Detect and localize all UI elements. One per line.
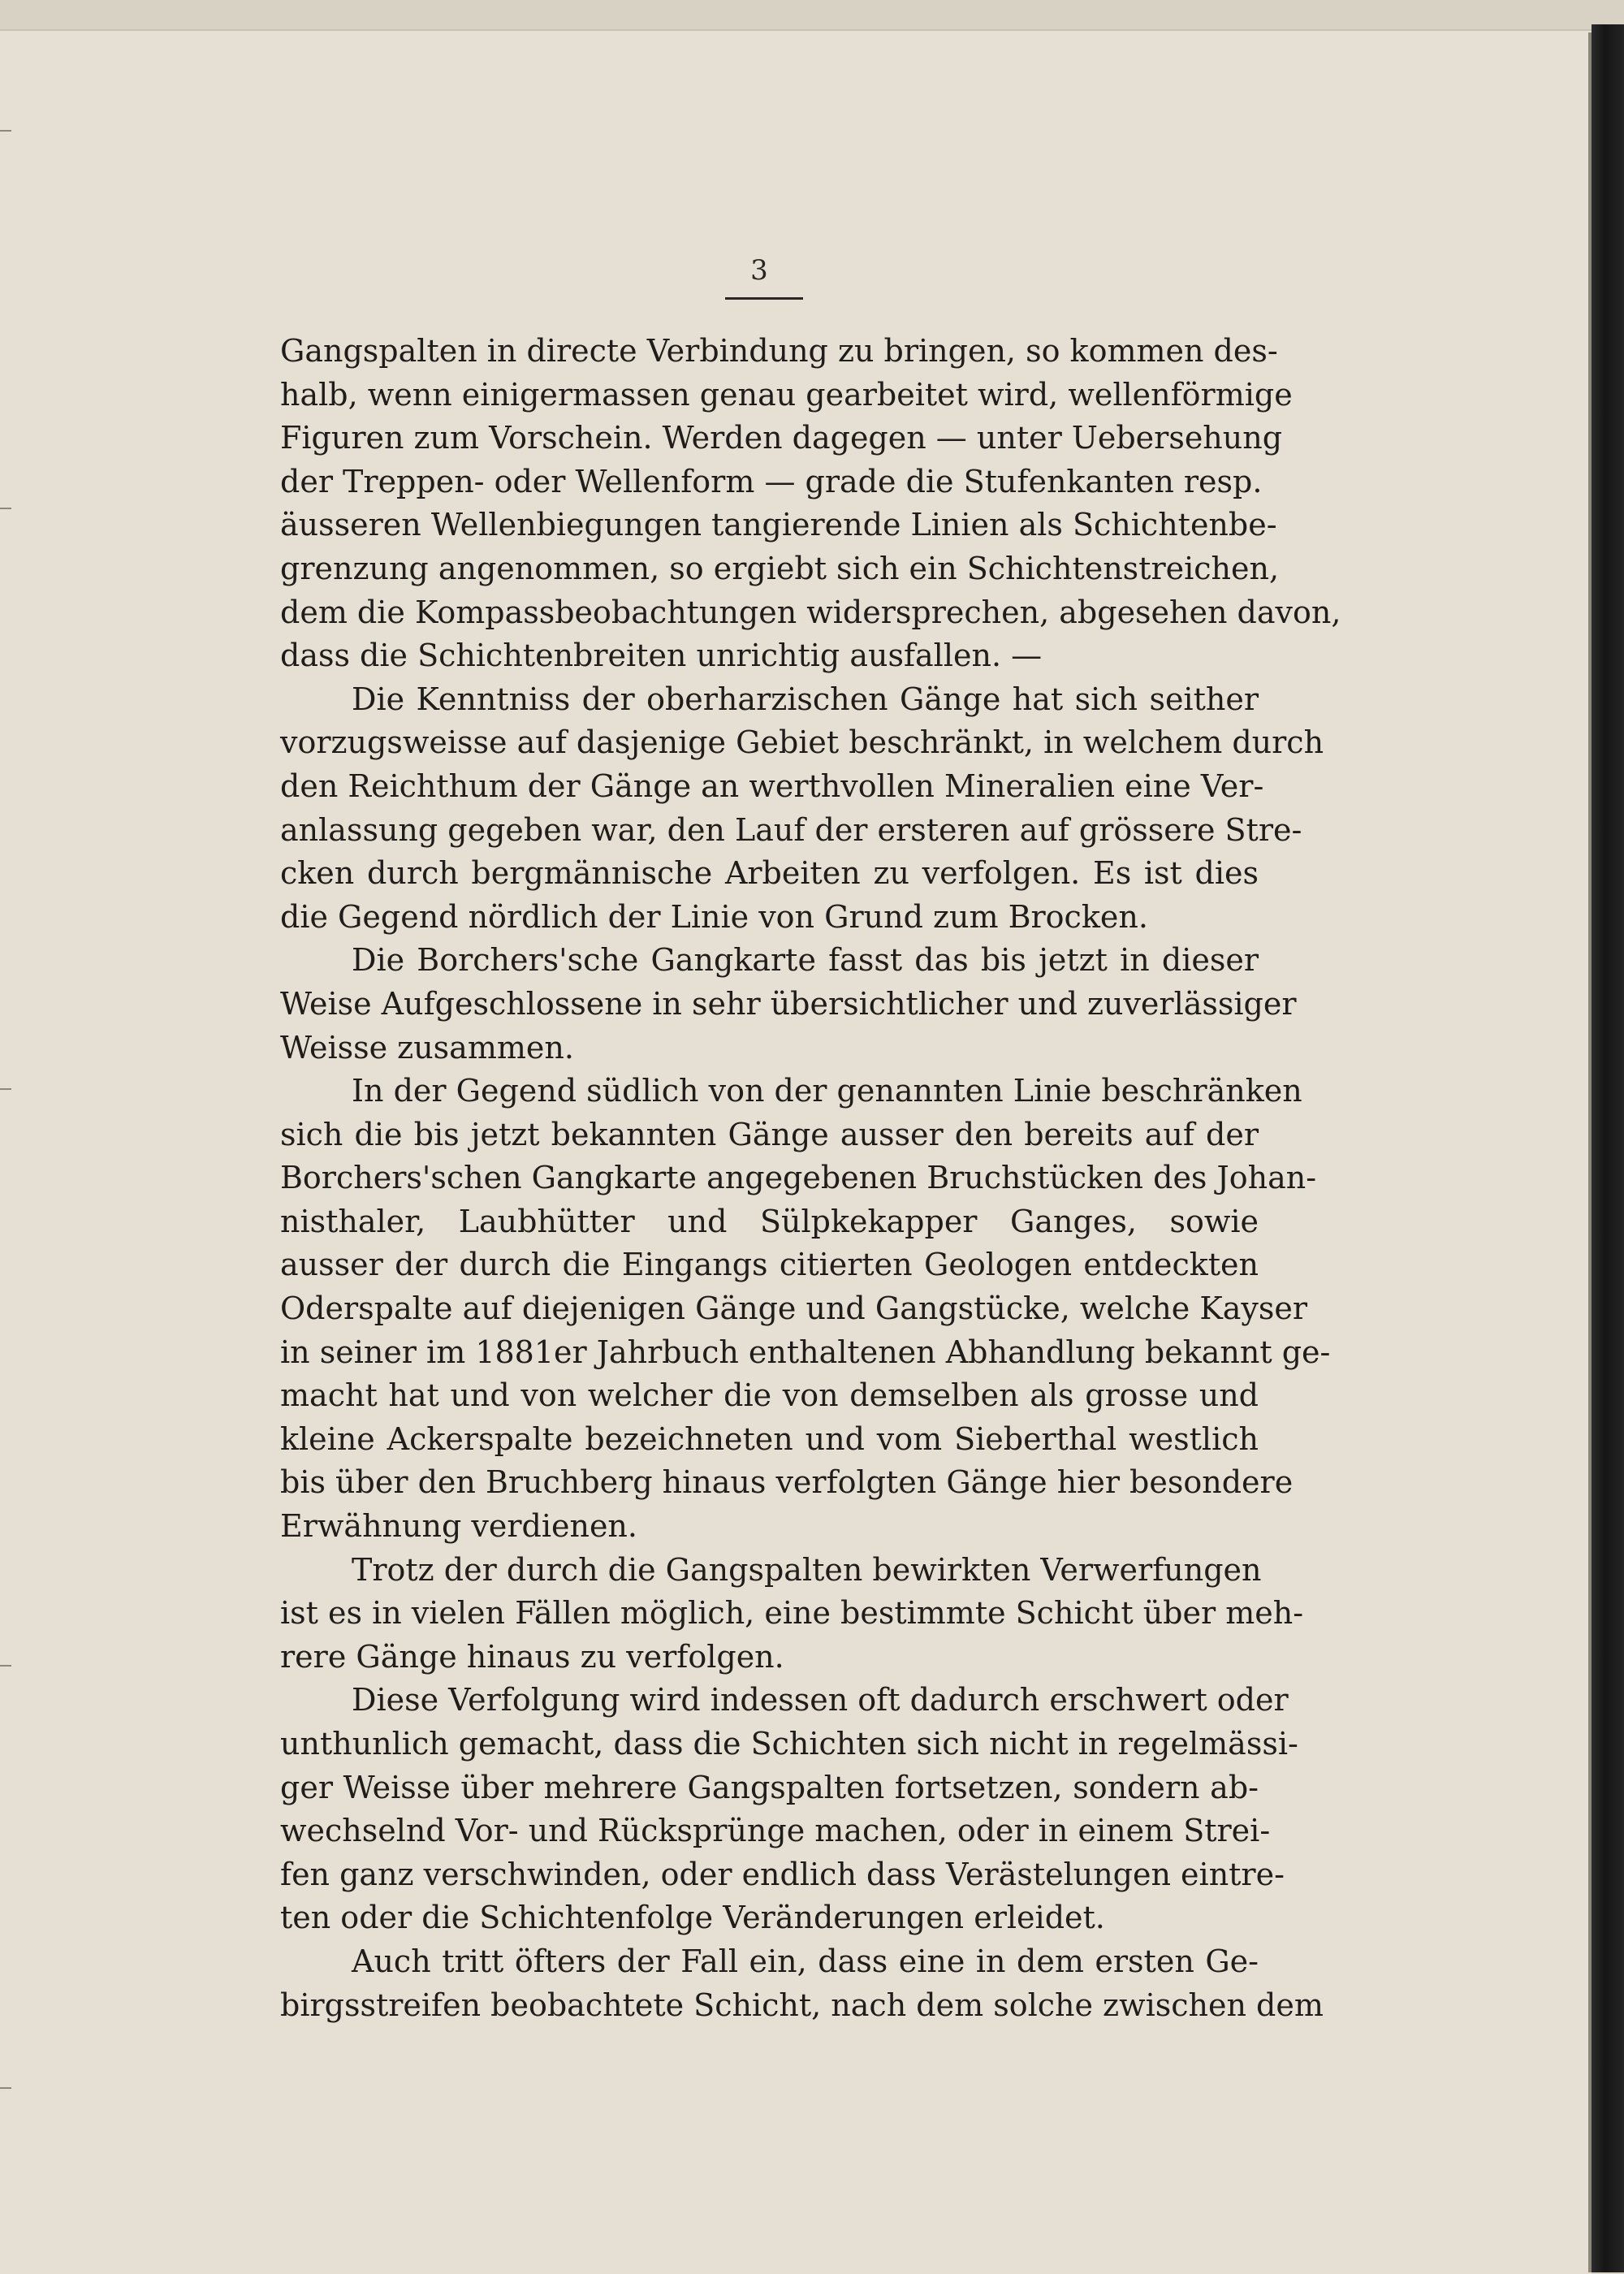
text-line: Trotz der durch die Gangspalten bewirkten Verwerfungen [352,1551,1262,1588]
text-line: dass die Schichtenbreiten unrichtig ausfallen. — [280,638,1043,674]
text-line: der Treppen- oder Wellenform — grade die Stufenkanten resp. [280,463,1263,499]
margin-mark [0,508,11,509]
text-line: grenzung angenommen, so ergiebt sich ein Schichtenstreichen, [280,550,1280,586]
text-line: äusseren Wellenbiegungen tangierende Linien als Schichtenbe- [280,507,1277,543]
text-line: fen ganz verschwinden, oder endlich dass Verästelungen eintre- [280,1856,1285,1892]
text-line: Oderspalte auf diejenigen Gänge und Gangstücke, welche Kayser [280,1290,1308,1327]
text-line: kleine Ackerspalte bezeichneten und vom Sieberthal westlich [280,1420,1259,1457]
text-line: Borchers'schen Gangkarte angegebenen Bruchstücken des Johan- [280,1160,1317,1196]
margin-mark [0,1665,11,1667]
text-line: ist es in vielen Fällen möglich, eine bestimmte Schicht über meh- [280,1595,1304,1632]
text-line: Erwähnung verdienen. [280,1508,637,1545]
text-line: Weisse zusammen. [280,1029,574,1066]
text-line: Auch tritt öfters der Fall ein, dass eine in dem ersten Ge- [352,1943,1259,1979]
text-line: in seiner im 1881er Jahrbuch enthaltenen Abhandlung bekannt ge- [280,1334,1331,1370]
text-line: wechselnd Vor- und Rücksprünge machen, oder in einem Strei- [280,1813,1271,1849]
text-line: cken durch bergmännische Arbeiten zu verfolgen. Es ist dies [280,855,1259,892]
text-line: Figuren zum Vorschein. Werden dagegen — unter Uebersehung [280,420,1283,456]
text-line: anlassung gegeben war, den Lauf der ersteren auf grössere Stre- [280,811,1302,848]
text-line: birgsstreifen beobachtete Schicht, nach dem solche zwischen dem [280,1987,1324,2023]
page-number: 3 [750,254,768,287]
text-line: Gangspalten in directe Verbindung zu bringen, so kommen des- [280,333,1278,369]
text-line: Die Borchers'sche Gangkarte fasst das bis jetzt in dieser [352,942,1259,979]
body-text [280,330,1341,2027]
book-binding [1592,24,1624,2272]
text-line: halb, wenn einigermassen genau gearbeitet wird, wellenförmige [280,376,1293,413]
text-line: sich die bis jetzt bekannten Gänge ausser den bereits auf der [280,1116,1259,1152]
text-line: macht hat und von welcher die von demselben als grosse und [280,1377,1259,1414]
page-number-rule [725,297,803,300]
text-line: ger Weisse über mehrere Gangspalten fortsetzen, sondern ab- [280,1769,1259,1805]
text-line: ausser der durch die Eingangs citierten Geologen entdeckten [280,1247,1259,1283]
text-line: Die Kenntniss der oberharzischen Gänge hat sich seither [352,681,1259,717]
text-line: ten oder die Schichtenfolge Veränderungen erleidet. [280,1900,1105,1936]
text-line: den Reichthum der Gänge an werthvollen Mineralien eine Ver- [280,767,1264,804]
text-line: dem die Kompassbeobachtungen widersprechen, abgesehen davon, [280,594,1341,630]
margin-mark [0,2087,11,2089]
text-line: vorzugsweisse auf dasjenige Gebiet beschränkt, in welchem durch [280,724,1324,761]
text-line: Diese Verfolgung wird indessen oft dadurch erschwert oder [352,1682,1289,1718]
text-line: unthunlich gemacht, dass die Schichten sich nicht in regelmässi- [280,1726,1298,1762]
text-line: In der Gegend südlich von der genannten Linie beschränken [352,1073,1302,1109]
text-line: bis über den Bruchberg hinaus verfolgten Gänge hier besondere [280,1464,1294,1501]
margin-mark [0,1088,11,1090]
margin-mark [0,130,11,132]
text-line: rere Gänge hinaus zu verfolgen. [280,1638,784,1675]
text-line: Weise Aufgeschlossene in sehr übersichtlicher und zuverlässiger [280,985,1297,1022]
text-line: nisthaler, Laubhütter und Sülpkekapper Ganges, sowie [280,1203,1259,1239]
text-line: die Gegend nördlich der Linie von Grund zum Brocken. [280,898,1148,935]
